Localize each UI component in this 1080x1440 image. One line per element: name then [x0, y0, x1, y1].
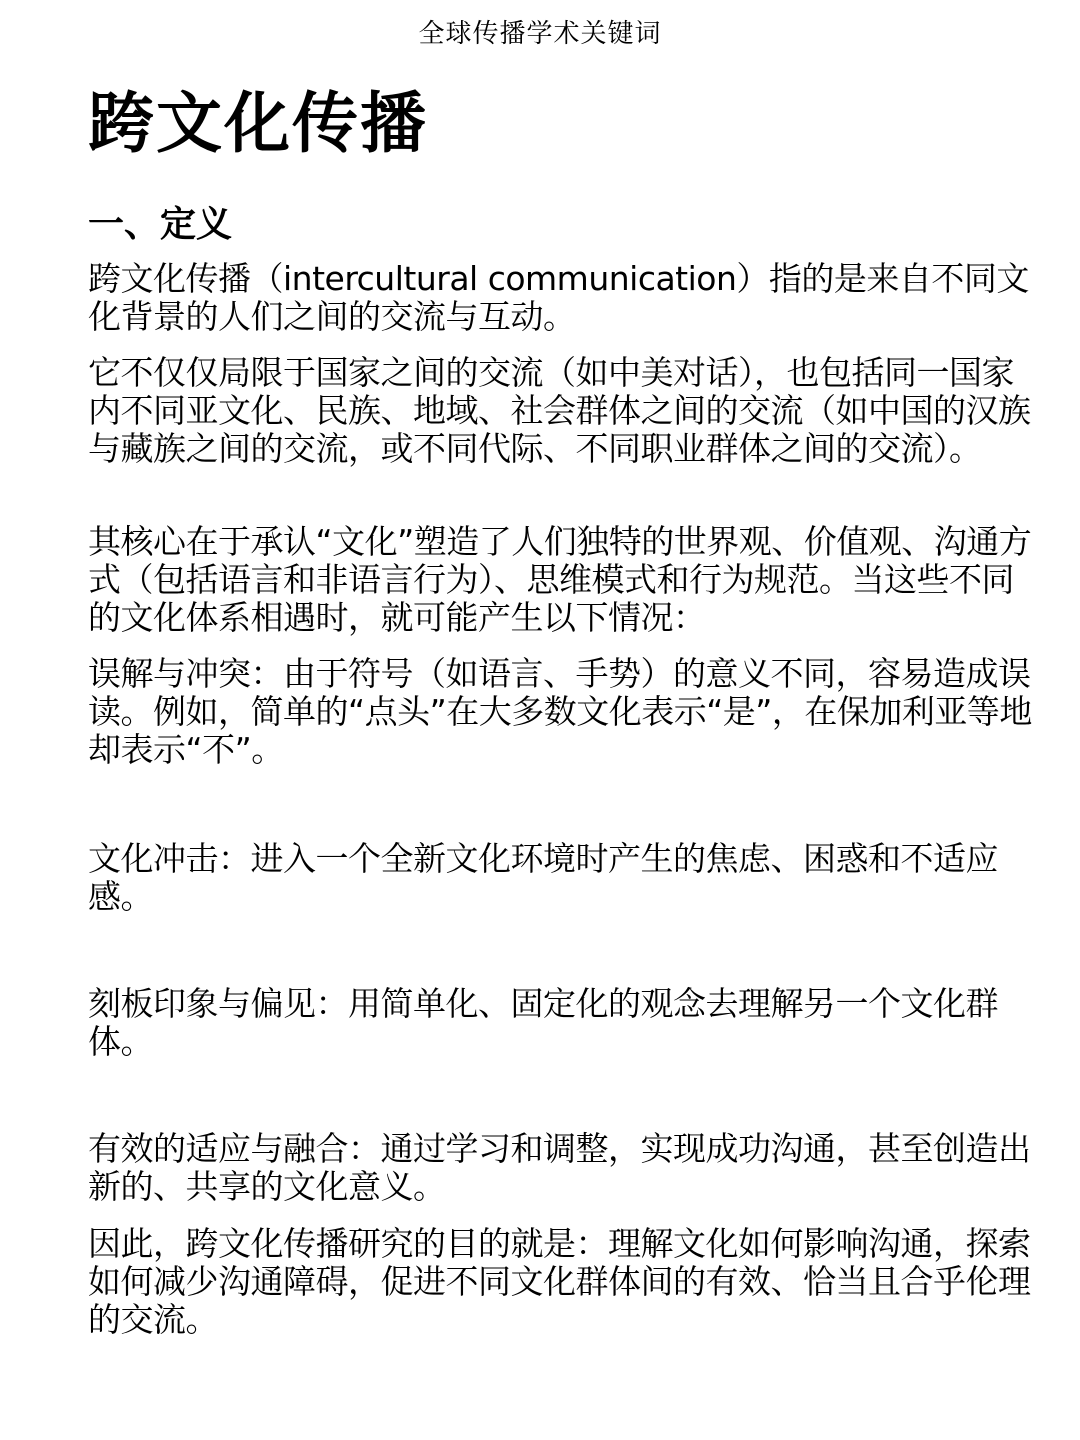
- page-title: 跨文化传播: [88, 85, 428, 162]
- paragraph-scope: 它不仅仅局限于国家之间的交流（如中美对话），也包括同一国家内不同亚文化、民族、地域、社会群体之间的交流（如中国的汉族与藏族之间的交流，或不同代际、不同职业群体之间的交流）。: [88, 353, 1031, 468]
- section-heading-definition: 一、定义: [88, 204, 233, 245]
- page-header: 全球传播学术关键词: [418, 19, 662, 49]
- paragraph-culture-shock: 文化冲击：进入一个全新文化环境时产生的焦虑、困惑和不适应感。: [88, 839, 998, 916]
- paragraph-definition: 跨文化传播（intercultural communication）指的是来自不同文化背景的人们之间的交流与互动。: [88, 259, 1029, 336]
- paragraph-adaptation: 有效的适应与融合：通过学习和调整，实现成功沟通，甚至创造出新的、共享的文化意义。: [88, 1129, 1031, 1206]
- paragraph-stereotypes: 刻板印象与偏见：用简单化、固定化的观念去理解另一个文化群体。: [88, 984, 998, 1061]
- paragraph-core: 其核心在于承认“文化”塑造了人们独特的世界观、价值观、沟通方式（包括语言和非语言行为）、思维模式和行为规范。当这些不同的文化体系相遇时，就可能产生以下情况：: [88, 522, 1032, 637]
- paragraph-conclusion: 因此，跨文化传播研究的目的就是：理解文化如何影响沟通，探索如何减少沟通障碍，促进不同文化群体间的有效、恰当且合乎伦理的交流。: [88, 1224, 1031, 1339]
- paragraph-misunderstanding: 误解与冲突：由于符号（如语言、手势）的意义不同，容易造成误读。例如，简单的“点头”在大多数文化表示“是”，在保加利亚等地却表示“不”。: [88, 654, 1032, 769]
